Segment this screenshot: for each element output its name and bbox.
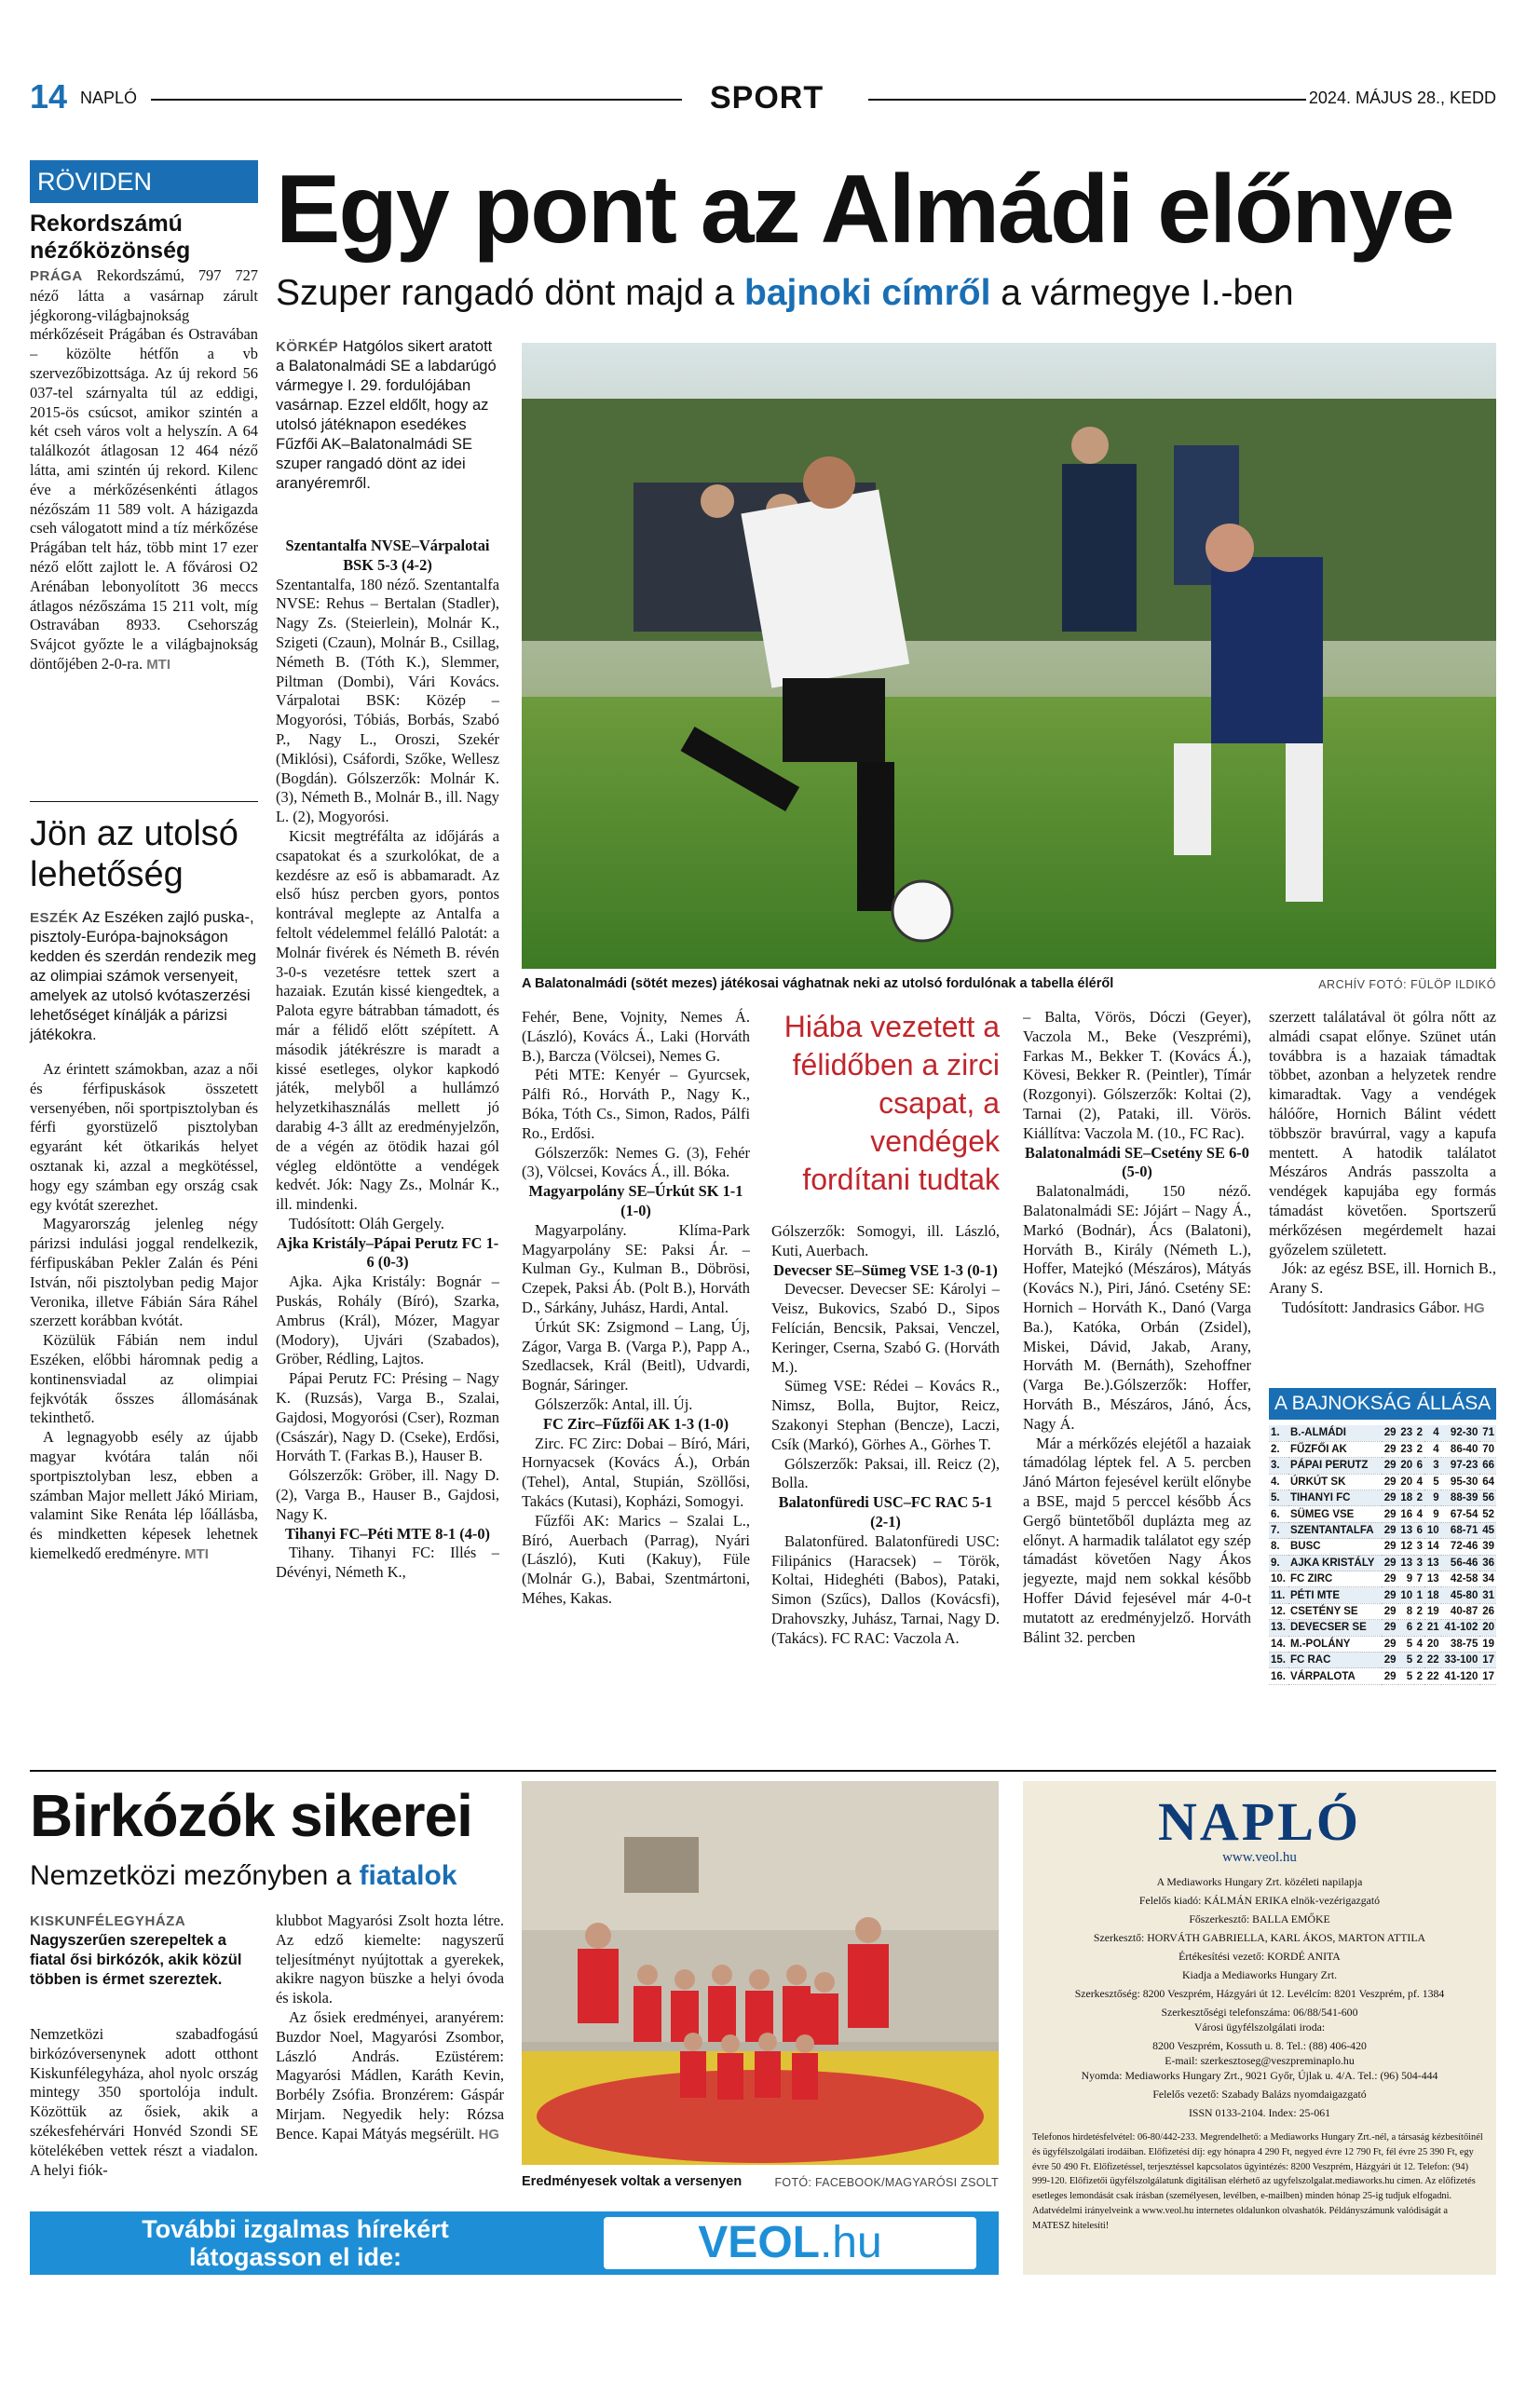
standings-cell: 23	[1398, 1441, 1415, 1457]
standings-cell: 97-23	[1441, 1458, 1480, 1474]
standings-cell: 13	[1424, 1555, 1441, 1571]
standings-cell: 34	[1479, 1571, 1496, 1587]
article-col-4: – Balta, Vörös, Dóczi (Geyer), Vaczola M., Beke (Veszprémi), Farkas M., Bekker T. (Kovács Á.), Kövesi, Bekker R. (Peintler), Tímár (Rozgonyi). Gólszerzők: Koltai (2), Tarnai (2), Pataki, ill. Vörös. Kiállítva: Vaczola M. (10., FC Rac). Balatonalmádi SE–Csetény SE 6-0 (5-0) Balatonalmádi, 150 néző. Balatonalmádi SE: Jójárt – Nagy Á., Markó (Bodnár), Ács (Balatoni), Horváth B., Király (Németh L.), Hoffer, Matejkó (Mészáros), Mátyás (Kovács N.), Piri, Jánó. Csetény SE: Hornich – Horváth K., Danó (Varga Ba.), Katóka, Orbán (Zsidel), Miskei, Dávid, Jakab, Arany, Horváth M. (Bernáth), Szehoffner (Varga Be.).Gólszerzők: Hoffer, Horváth B., Mészáros, Jánó, Ács, Nagy Á. Már a mérkőzés elejétől a hazaiak támadólag léptek fel. A 5. percben Jánó Márton fejesével került előnybe a BSE, majd 5 perccel később Ács Gergő büntetőből duplázta meg az előnyt. A harmadik találatot egy szép támadást követően Nagy Ákos jegyezte, majd nem sokkal később Hoffer Dávid fejesével már 4-0-t mutatott az eredményjelző. Horváth Bálint 32. percben	[1023, 1008, 1251, 1646]
imprint-box	[1023, 1781, 1496, 2275]
standings-cell: 4	[1424, 1425, 1441, 1441]
wrestling-lead: KISKUNFÉLEGYHÁZA Nagyszerűen szerepeltek a fiatal ősi birkózók, akik közül többen is érmet szereztek.	[30, 1911, 258, 1990]
standings-cell: 5	[1398, 1636, 1415, 1652]
standings-row	[1269, 1490, 1496, 1506]
standings-cell: 29	[1382, 1555, 1398, 1571]
standings-cell: CSETÉNY SE	[1288, 1603, 1382, 1619]
main-photo	[522, 343, 1496, 969]
standings-row	[1269, 1441, 1496, 1457]
page-header	[30, 78, 1496, 116]
standings-cell: 86-40	[1441, 1441, 1480, 1457]
imprint-line: Szerkesztőség: 8200 Veszprém, Házgyári út 12. Levélcím: 8201 Veszprém, pf. 1384	[1074, 1987, 1445, 2000]
standings-row	[1269, 1587, 1496, 1603]
standings-cell: 29	[1382, 1425, 1398, 1441]
standings-cell: 29	[1382, 1490, 1398, 1506]
standings-cell: 19	[1479, 1636, 1496, 1652]
standings-cell: 2	[1414, 1668, 1424, 1684]
standings-cell: 10	[1424, 1522, 1441, 1538]
standings-cell: 29	[1382, 1539, 1398, 1555]
standings-row	[1269, 1571, 1496, 1587]
standings-cell: 22	[1424, 1668, 1441, 1684]
standings-cell: 38-75	[1441, 1636, 1480, 1652]
standings-cell: 40-87	[1441, 1603, 1480, 1619]
imprint-line: Értékesítési vezető: KORDÉ ANITA	[1179, 1950, 1341, 1963]
section-title: SPORT	[710, 80, 824, 116]
standings-cell: 39	[1479, 1539, 1496, 1555]
standings-cell: 29	[1382, 1652, 1398, 1667]
brief2-tag: ESZÉK	[30, 910, 79, 926]
standings-cell: DEVECSER SE	[1288, 1620, 1382, 1636]
standings-cell: 2	[1414, 1490, 1424, 1506]
wrestling-col-2: klubbot Magyarósi Zsolt hozta létre. Az edző kiemelte: nagyszerű teljesítményt nyújtottak a gyerekek, akikre nagyon büszke a helyi óvoda és iskola. Az ősiek eredményei, aranyérem: Buzdor Noel, Magyarósi Zsombor, László András. Ezüstérem: Magyarósi Mádlen, Karáth Kevin, Borbély Zsófia. Bronzérem: Gáspár Mirjam. Negyedik hely: Rózsa Bence. Kapai Mátyás megsérült. HG	[276, 1911, 504, 2143]
standings-cell: 33-100	[1441, 1652, 1480, 1667]
standings-cell: 1.	[1269, 1425, 1288, 1441]
wrestling-photo-caption: Eredményesek voltak a versenyen FOTÓ: FACEBOOK/MAGYARÓSI ZSOLT	[522, 2174, 999, 2189]
standings-row	[1269, 1620, 1496, 1636]
standings-cell: 29	[1382, 1587, 1398, 1603]
standings-cell: SÜMEG VSE	[1288, 1506, 1382, 1522]
standings-cell: 6.	[1269, 1506, 1288, 1522]
standings-cell: SZENTANTALFA	[1288, 1522, 1382, 1538]
standings-cell: 22	[1424, 1652, 1441, 1667]
standings-cell: 14.	[1269, 1636, 1288, 1652]
standings-cell: 95-30	[1441, 1474, 1480, 1490]
promo-text: További izgalmas hírekért látogasson el ide:	[142, 2215, 449, 2271]
standings-cell: 9	[1398, 1571, 1415, 1587]
standings-cell: 7	[1414, 1571, 1424, 1587]
standings-cell: 41-102	[1441, 1620, 1480, 1636]
standings-cell: 5	[1398, 1652, 1415, 1667]
standings-cell: 10	[1398, 1587, 1415, 1603]
main-tag: KÖRKÉP	[276, 339, 339, 355]
standings-cell: 3	[1414, 1555, 1424, 1571]
standings-cell: 20	[1424, 1636, 1441, 1652]
standings-cell: 66	[1479, 1458, 1496, 1474]
standings-cell: ÚRKÚT SK	[1288, 1474, 1382, 1490]
standings-cell: 16	[1398, 1506, 1415, 1522]
standings-cell: 1	[1414, 1587, 1424, 1603]
standings-cell: 2.	[1269, 1441, 1288, 1457]
standings-cell: FC RAC	[1288, 1652, 1382, 1667]
brief1-sig: MTI	[146, 656, 171, 673]
standings-cell: 2	[1414, 1425, 1424, 1441]
standings-row	[1269, 1652, 1496, 1667]
standings-cell: FC ZIRC	[1288, 1571, 1382, 1587]
standings-cell: 10.	[1269, 1571, 1288, 1587]
standings-cell: 4.	[1269, 1474, 1288, 1490]
standings-cell: 72-46	[1441, 1539, 1480, 1555]
standings-cell: 6	[1414, 1458, 1424, 1474]
standings-cell: 4	[1424, 1441, 1441, 1457]
imprint-logo: NAPLÓ	[1158, 1791, 1361, 1852]
standings-cell: PÁPAI PERUTZ	[1288, 1458, 1382, 1474]
standings-table	[1269, 1425, 1496, 1685]
main-photo-caption: A Balatonalmádi (sötét mezes) játékosai vághatnak neki az utolsó fordulónak a tabella éléről ARCHÍV FOTÓ: FÜLÖP ILDIKÓ	[522, 976, 1496, 991]
standings-row	[1269, 1603, 1496, 1619]
wrestling-team-photo	[522, 1781, 999, 2165]
wrestling-subheadline: Nemzetközi mezőnyben a fiatalok	[30, 1860, 457, 1891]
brief1-title: Rekordszámú nézőközönség	[30, 211, 191, 264]
standings-cell: 9	[1424, 1506, 1441, 1522]
imprint-line: Szerkesztő: HORVÁTH GABRIELLA, KARL ÁKOS, MARTON ATTILA	[1093, 1931, 1426, 1944]
promo-banner[interactable]	[30, 2211, 999, 2275]
standings-cell: 13	[1398, 1555, 1415, 1571]
standings-cell: 17	[1479, 1652, 1496, 1667]
standings-cell: 42-58	[1441, 1571, 1480, 1587]
standings-cell: 29	[1382, 1603, 1398, 1619]
standings-cell: 6	[1398, 1620, 1415, 1636]
standings-cell: AJKA KRISTÁLY	[1288, 1555, 1382, 1571]
standings-cell: 6	[1414, 1522, 1424, 1538]
standings-cell: 29	[1382, 1441, 1398, 1457]
standings-cell: 29	[1382, 1506, 1398, 1522]
standings-box	[1269, 1388, 1496, 1744]
standings-cell: 92-30	[1441, 1425, 1480, 1441]
standings-cell: 41-120	[1441, 1668, 1480, 1684]
standings-row	[1269, 1522, 1496, 1538]
standings-cell: 8.	[1269, 1539, 1288, 1555]
standings-cell: 64	[1479, 1474, 1496, 1490]
standings-cell: 9.	[1269, 1555, 1288, 1571]
brief1-body	[30, 266, 258, 797]
standings-row	[1269, 1555, 1496, 1571]
football-match-photo	[522, 343, 1496, 969]
header-rule-left	[151, 99, 682, 101]
standings-cell: 13	[1398, 1522, 1415, 1538]
main-lead: KÖRKÉP Hatgólos sikert aratott a Balatonalmádi SE a labdarúgó vármegye I. 29. fordulójában vasárnap. Ezzel eldőlt, hogy az utolsó játéknapon esedékes Fűzfői AK–Balatonalmádi SE szuper rangadó dönt az idei aranyéremről.	[276, 338, 497, 492]
standings-cell: 56	[1479, 1490, 1496, 1506]
standings-cell: 4	[1414, 1474, 1424, 1490]
article-col-1: Szentantalfa NVSE–Várpalotai BSK 5-3 (4-2) Szentantalfa, 180 néző. Szentantalfa NVSE: Rehus – Bertalan (Stadler), Nagy Zs. (Steierlein), Molnár K., Szigeti (Czaun), Molnár B., Csillag, Németh B. (Tóth K.), Slemmer, Piltman (Dombi), Vári Kovács. Várpalotai BSK: Közép – Mogyorósi, Tóbiás, Borbás, Szabó P., Nagy L., Oroszi, Szekér (Miklósi), Csáfordi, Szőke, Wellesz (Bogdán). Gólszerzők: Molnár K. (3), Németh B., Molnár B., ill. Nagy L. (2), Mogyorósi. Kicsit megtréfálta az időjárás a csapatokat és a szurkolókat, de a kezdésre az eső is abbamaradt. Az első húsz percben gyors, pontos kontrával meglepte az Antalfa a feltolt védelemmel felálló Palotát: a Molnár fivérek és Németh B. révén 3-0-s vezetésre tettek szert a hazaiak. Ezután kissé kiengedtek, a Palota egyre bátrabban támadott, és már a félidő előtt szépített. A második játékrészre is maradt a kissé esetleges, olykor kapkodó játék, melyből a hullámzó helyzetkihasználás mellett jó darabig 4-3 állt az eredményjelzőn, de a végén az ötödik hazai gól végleg eldöntötte a vendégek kedvét. Jók: Nagy Zs., Molnár K., ill. mindenki. Tudósított: Oláh Gergely. Ajka Kristály–Pápai Perutz FC 1-6 (0-3) Ajka. Ajka Kristály: Bognár – Puskás, Rohály (Bíró), Szarka, Ambrus (Král), Mózer, Magyar (Modory), Ujvári (Szabados), Gröber, Rédling, Lajtos. Pápai Perutz FC: Présing – Nagy K. (Ruzsás), Varga B., Szalai, Gajdosi, Mogyorósi (Cser), Rozman (Császár), Nagy D. (Cseke), Erdősi, Horváth T. (Farkas B.), Hauser B. Gólszerzők: Gröber, ill. Nagy D. (2), Varga B., Hauser B., Gajdosi, Nagy K. Tihanyi FC–Péti MTE 8-1 (4-0) Tihany. Tihanyi FC: Illés – Dévényi, Németh K.,	[276, 537, 499, 1582]
standings-row	[1269, 1539, 1496, 1555]
standings-cell: 12	[1398, 1539, 1415, 1555]
issue-date: 2024. MÁJUS 28., KEDD	[1308, 88, 1496, 107]
header-rule-right	[868, 99, 1306, 101]
brief1-text: Rekordszámú, 797 727 néző látta a vasárnap zárult jégkorong-világbajnokság mérkőzéseit Prágában és Ostravában – közölte hétfőn a vb szervezőbizottsága. Az új rekord 56 037-tel szárnyalta túl az eddigi, 2015-ös csúcsot, amikor szintén a két cseh város volt a helyszín. A 64 találkozót átlagosan 12 464 néző látta, ami szintén új rekord. Kilenc éve a mérkőzésenkénti átlagos nézőszám 11 589 volt. A házigazda cseh válogatott mind a tíz mérkőzése Prágában telt ház, több mint 17 ezer néző előtt zajlott le. A fővárosi O2 Arénában lebonyolított 36 meccs átlagos nézőszáma 15 211 volt, míg Ostravában 8933. Csehország Svájcot győzte le a világbajnokság döntőjében 2-0-ra.	[30, 266, 258, 673]
wrestling-tag: KISKUNFÉLEGYHÁZA	[30, 1913, 186, 1929]
page-number: 14	[30, 77, 68, 116]
standings-title: A BAJNOKSÁG ÁLLÁSA	[1269, 1388, 1496, 1420]
standings-cell: 31	[1479, 1587, 1496, 1603]
standings-cell: 14	[1424, 1539, 1441, 1555]
promo-brand: VEOL.hu	[698, 2218, 882, 2267]
standings-cell: 20	[1398, 1458, 1415, 1474]
brief2-body: Az érintett számokban, azaz a női és férfipuskások összetett versenyében, női sportpisztolyban és férfi gyorstüzelő pisztolyban egyaránt két ötkarikás helyet osztanak ki, azzal a megkötéssel, hogy egy számban egy ország csak egy kvótát szerezhet. Magyarország jelenleg négy párizsi indulási joggal rendelkezik, férfipuskában Pekler Zalán és Péni István, női pisztolyban pedig Major Veronika, illetve Fábián Sára Ráhel szerzett korábban kvótát. Közülük Fábián nem indul Eszéken, előbbi háromnak pedig a kontinensviadal az olimpiai fejkvóták ősszes állomásának tekinthető. A legnagyobb esély az újabb magyar kvótára talán női sportpisztolyban lesz, ebben a számban Major mellett Jákó Miriam, valamint Sike Renáta lép lőállásba, és mindketten képesek lehetnek kiemelkedő eredményre. MTI	[30, 1060, 258, 1562]
standings-cell: 71	[1479, 1425, 1496, 1441]
standings-cell: 21	[1424, 1620, 1441, 1636]
standings-cell: B.-ALMÁDI	[1288, 1425, 1382, 1441]
standings-cell: 17	[1479, 1668, 1496, 1684]
standings-cell: 19	[1424, 1603, 1441, 1619]
standings-cell: 18	[1424, 1587, 1441, 1603]
imprint-lines	[1032, 1875, 1487, 2119]
imprint-line: A Mediaworks Hungary Zrt. közéleti napilapja	[1156, 1875, 1363, 1888]
imprint-line: Nyomda: Mediaworks Hungary Zrt., 9021 Győr, Újlak u. 4/A. Tel.: (96) 504-444	[1081, 2069, 1438, 2082]
standings-cell: 9	[1424, 1490, 1441, 1506]
wrestling-col-1: Nemzetközi szabadfogású birkózóversenynek adott otthont Kiskunfélegyháza, ahol nyolc ország mintegy 350 sportolója indult. Közöttük az ősiek, akik a székesfehérvári Honvéd Szondi SE kötelékében vettek részt a viadalon. A helyi fiók-	[30, 2025, 258, 2179]
standings-cell: 13.	[1269, 1620, 1288, 1636]
brief2-title: Jön az utolsó lehetőség	[30, 814, 238, 894]
imprint-line: ISSN 0133-2104. Index: 25-061	[1188, 2106, 1331, 2119]
standings-cell: PÉTI MTE	[1288, 1587, 1382, 1603]
standings-cell: 8	[1398, 1603, 1415, 1619]
standings-cell: 16.	[1269, 1668, 1288, 1684]
standings-row	[1269, 1506, 1496, 1522]
standings-cell: 36	[1479, 1555, 1496, 1571]
standings-cell: 18	[1398, 1490, 1415, 1506]
standings-cell: 88-39	[1441, 1490, 1480, 1506]
standings-cell: 70	[1479, 1441, 1496, 1457]
standings-cell: 5	[1424, 1474, 1441, 1490]
standings-cell: 29	[1382, 1522, 1398, 1538]
standings-cell: 11.	[1269, 1587, 1288, 1603]
standings-cell: 67-54	[1441, 1506, 1480, 1522]
standings-cell: 29	[1382, 1571, 1398, 1587]
standings-cell: 5	[1398, 1668, 1415, 1684]
imprint-line: Főszerkesztő: BALLA EMŐKE	[1189, 1912, 1330, 1925]
standings-cell: 29	[1382, 1620, 1398, 1636]
main-subheadline: Szuper rangadó dönt majd a bajnoki címről a vármegye I.-ben	[276, 273, 1294, 313]
standings-cell: 29	[1382, 1458, 1398, 1474]
standings-cell: 3.	[1269, 1458, 1288, 1474]
standings-row	[1269, 1668, 1496, 1684]
standings-cell: TIHANYI FC	[1288, 1490, 1382, 1506]
pull-quote: Hiába vezetett a félidőben a zirci csapat, a vendégek fordítani tudtak	[783, 1010, 1000, 1196]
promo-brand-box[interactable]	[604, 2217, 976, 2269]
briefs-label: RÖVIDEN	[30, 160, 258, 203]
briefs-column	[30, 160, 258, 1744]
standings-cell: 3	[1424, 1458, 1441, 1474]
imprint-line: Felelős vezető: Szabady Balázs nyomdaigazgató	[1152, 2088, 1367, 2101]
section-divider	[30, 1770, 1496, 1772]
standings-cell: VÁRPALOTA	[1288, 1668, 1382, 1684]
standings-cell: 45-80	[1441, 1587, 1480, 1603]
standings-cell: 29	[1382, 1668, 1398, 1684]
brief-divider	[30, 801, 258, 802]
standings-cell: 56-46	[1441, 1555, 1480, 1571]
standings-row	[1269, 1636, 1496, 1652]
imprint-line: Szerkesztőségi telefonszáma: 06/88/541-600	[1161, 2006, 1358, 2019]
wrestling-headline: Birkózók sikerei	[30, 1782, 472, 1849]
standings-cell: 2	[1414, 1652, 1424, 1667]
standings-cell: 29	[1382, 1474, 1398, 1490]
standings-cell: 4	[1414, 1636, 1424, 1652]
standings-cell: BUSC	[1288, 1539, 1382, 1555]
standings-cell: 20	[1479, 1620, 1496, 1636]
standings-cell: 68-71	[1441, 1522, 1480, 1538]
standings-row	[1269, 1425, 1496, 1441]
standings-cell: 2	[1414, 1441, 1424, 1457]
standings-cell: 2	[1414, 1603, 1424, 1619]
standings-row	[1269, 1458, 1496, 1474]
brief1-tag: PRÁGA	[30, 268, 83, 284]
standings-cell: 12.	[1269, 1603, 1288, 1619]
article-col-5: szerzett találatával öt gólra nőtt az almádi csapat előnye. Szünet után továbbra is a hazaiak támadtak többet, azonban a helyzetek rendre kimaradtak. Vagy a vendégek hálóőre, Hornich Bálint védett többször bravúrral, vagy a kapufa mentett. A hatodik találatot Mészáros András passzolta a vendégek kapujába egy formás támadást követően. Sportszerű mérkőzésen megérdemelt hazai győzelem született. Jók: az egész BSE, ill. Hornich B., Arany S. Tudósított: Jandrasics Gábor. HG	[1269, 1008, 1496, 1316]
standings-cell: 20	[1398, 1474, 1415, 1490]
standings-cell: 52	[1479, 1506, 1496, 1522]
imprint-url: www.veol.hu	[1222, 1850, 1297, 1865]
wrestling-photo	[522, 1781, 999, 2165]
imprint-fine-print: Telefonos hirdetésfelvétel: 06-80/442-233. Megrendelhető: a Mediaworks Hungary Zrt.-nél, a társaság kézbesítőinél és ügyfélszolgálati irodáiban. Előfizetési díj: egy hónapra 4 290 Ft, negyed évre 12 790 Ft, fél évre 25 390 Ft, egy évre 50 490 Ft. Előfizetéssel, terjesztéssel kapcsolatos ügyintézés: 8200 Veszprém, Házgyári út 12. Telefon: (94) 999-120. Előfizetői ügyfélszolgálatunk digitálisan elérhető az ugyfelszolgalat.mediaworks.hu címen. Az előfizetés esetleges lemondását csak írásban (személyesen, levélben, e-mailben) minden hónap 25-ig tudjuk elfogadni. Adatvédelmi irányelveink a www.veol.hu internetes oldalunkon olvashatók. Példányszámunk valódiságát a MATESZ hitelesíti!	[1032, 2132, 1483, 2231]
standings-row	[1269, 1474, 1496, 1490]
paper-name: NAPLÓ	[80, 88, 138, 107]
standings-cell: 7.	[1269, 1522, 1288, 1538]
standings-cell: 15.	[1269, 1652, 1288, 1667]
brief2-lead: ESZÉK Az Eszéken zajló puska-, pisztoly-Európa-bajnokságon kedden és szerdán rendezik meg az olimpiai számok versenyeit, amelyek az utolsó kvótaszerzési lehetőséget kínálják a párizsi játékokra.	[30, 909, 257, 1043]
standings-cell: M.-POLÁNY	[1288, 1636, 1382, 1652]
main-headline: Egy pont az Almádi előnye	[276, 156, 1453, 264]
imprint-line: 8200 Veszprém, Kossuth u. 8. Tel.: (88) 406-420	[1152, 2039, 1367, 2052]
imprint-line: Felelős kiadó: KÁLMÁN ERIKA elnök-vezérigazgató	[1138, 1894, 1381, 1907]
imprint-line: Városi ügyfélszolgálati iroda:	[1193, 2020, 1326, 2034]
imprint-line: E-mail: szerkesztoseg@veszpreminaplo.hu	[1165, 2054, 1355, 2067]
standings-cell: 26	[1479, 1603, 1496, 1619]
standings-cell: 3	[1414, 1539, 1424, 1555]
standings-cell: FŰZFŐI AK	[1288, 1441, 1382, 1457]
article-col-2: Fehér, Bene, Vojnity, Nemes Á. (László), Kovács Á., Laki (Horváth B.), Barcza (Völcsei), Nemes G. Péti MTE: Kenyér – Gyurcsek, Pálfi Ró., Horváth P., Nagy K., Bóka, Tóth Cs., Simon, Rados, Pálfi Ro., Erdősi. Gólszerzők: Nemes G. (3), Fehér (3), Völcsei, Kovács Á., ill. Bóka. Magyarpolány SE–Úrkút SK 1-1 (1-0) Magyarpolány. Klíma-Park Magyarpolány SE: Paksi Ár. – Kulman Gy., Kulman B., Döbrösi, Czepek, Paksi Áb. (Polt B.), Horváth D., Sárkány, Juhász, Hardi, Antal. Úrkút SK: Zsigmond – Lang, Új, Zágor, Varga B. (Varga P.), Papp A., Szedlacsek, Král (Beitl), Udvardi, Bognár, Sáringer. Gólszerzők: Antal, ill. Új. FC Zirc–Fűzfői AK 1-3 (1-0) Zirc. FC Zirc: Dobai – Bíró, Mári, Hornyacsek (Kovács Á.), Orbán (Tehel), Antal, Stupián, Szöllősi, Takács (Kutasi), Kopházi, Somogyi. Fűzfői AK: Marics – Szalai L., Bíró, Auerbach (Parrag), Nyári (László), Kuti (Kakuy), Füle (Molnár G.), Babai, Szentmártoni, Méhes, Kakas.	[522, 1008, 750, 1607]
standings-cell: 29	[1382, 1636, 1398, 1652]
standings-cell: 5.	[1269, 1490, 1288, 1506]
standings-cell: 4	[1414, 1506, 1424, 1522]
standings-cell: 2	[1414, 1620, 1424, 1636]
article-col-3: Gólszerzők: Somogyi, ill. László, Kuti, Auerbach. Devecser SE–Sümeg VSE 1-3 (0-1) Devecser. Devecser SE: Károlyi – Veisz, Bukovics, Szabó D., Sipos Felícián, Bencsik, Paksai, Venczel, Keringer, Cserna, Szabó G. (Horváth M.). Sümeg VSE: Rédei – Kovács R., Nimsz, Bolla, Bujtor, Reicz, Szakonyi Stephan (Bencze), Laczi, Csík (Markó), Görhes A., Görhes T. Gólszerzők: Paksai, ill. Reicz (2), Bolla. Balatonfüredi USC–FC RAC 5-1 (2-1) Balatonfüred. Balatonfüredi USC: Filipánics (Haracsek) – Török, Koltai, Hideghéti (Babos), Pataki, Simon (Szűcs), Dallos (Kovácsfi), Drahovszky, Juhász, Tarnai, Nagy D. (Takács). FC RAC: Vaczola A.	[771, 1222, 1000, 1647]
standings-cell: 13	[1424, 1571, 1441, 1587]
standings-cell: 45	[1479, 1522, 1496, 1538]
imprint-line: Kiadja a Mediaworks Hungary Zrt.	[1181, 1968, 1338, 1981]
standings-cell: 23	[1398, 1425, 1415, 1441]
